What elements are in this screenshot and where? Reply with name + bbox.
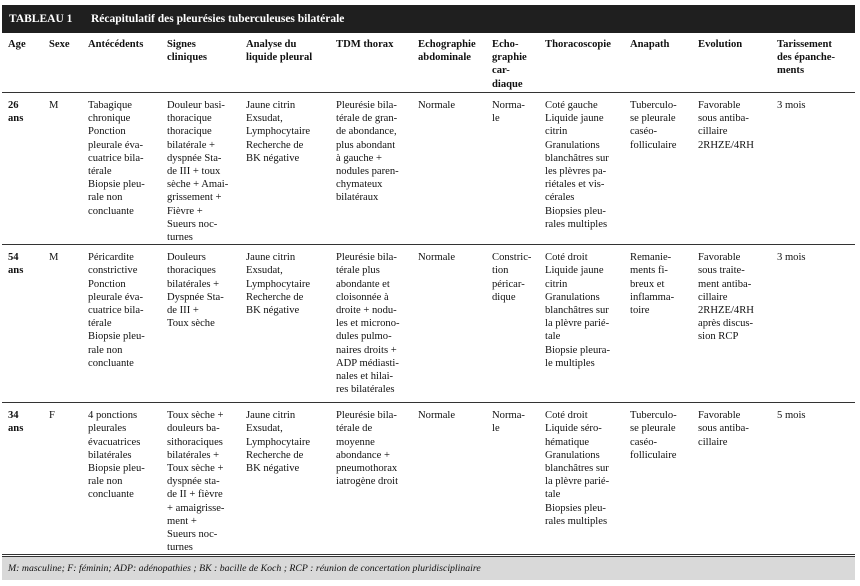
cell-line: Toux sèche +	[167, 463, 224, 475]
cell-line: breux et	[630, 278, 665, 290]
cell-line: Fièvre +	[167, 205, 203, 217]
cell-line: Tuberculo-	[630, 100, 677, 111]
cell-line: concluante	[88, 357, 134, 369]
table-footnote: M: masculine; F: féminin; ADP: adénopathies ; BK : bacille de Koch ; RCP : réunion de concertation pluridisciplinaire	[2, 556, 855, 580]
cell-evolution	[692, 245, 771, 403]
cell-line: cloisonnée à	[336, 291, 389, 303]
cell-line: nales et hilai-	[336, 371, 394, 383]
column-header	[240, 33, 330, 93]
cell-line: se pleurale	[630, 423, 676, 435]
cell-line: Normale	[418, 100, 456, 111]
table-title-bar	[2, 5, 855, 33]
cell-line: Péricardite	[88, 252, 134, 264]
cell-line: BK négative	[246, 152, 300, 164]
cell-line: Favorable	[698, 252, 741, 264]
column-header-line: Thoracoscopie	[545, 39, 611, 50]
cell-thoracoscopie	[539, 93, 624, 245]
cell-line: Biopsies pleu-	[545, 502, 606, 514]
cell-line: concluante	[88, 205, 134, 217]
cell-line: thoraciques	[167, 265, 216, 277]
cell-line: les plèvres pa-	[545, 166, 607, 178]
cell-line: pleurales	[88, 423, 127, 435]
cell-line: dyspnée sta-	[167, 476, 220, 488]
cell-line: Constric-	[492, 252, 532, 264]
cell-line: 34	[8, 410, 19, 422]
cell-line: Liquide jaune	[545, 113, 604, 125]
column-header-line: abdominale	[418, 52, 471, 64]
recap-table	[2, 33, 855, 555]
cell-anapath	[624, 93, 692, 245]
cell-line: Norma-	[492, 100, 525, 111]
cell-line: la plèvre parié-	[545, 318, 610, 330]
cell-analyse-liquide	[240, 245, 330, 403]
cell-line: Pleurésie bila-	[336, 100, 397, 111]
column-header-line: graphie	[492, 52, 527, 64]
cell-line: tion	[492, 265, 509, 277]
column-header-line: Tarissement	[777, 39, 832, 50]
cell-line: Toux sèche +	[167, 410, 224, 422]
cell-line: abondance +	[336, 449, 390, 461]
cell-tdm-thorax	[330, 403, 412, 555]
cell-line: Lymphocytaire	[246, 126, 311, 138]
column-header	[624, 33, 692, 93]
cell-line: térale plus	[336, 265, 380, 277]
cell-line: dyspnée Sta-	[167, 152, 222, 164]
cell-evolution	[692, 93, 771, 245]
table-row	[2, 403, 855, 555]
cell-line: 3 mois	[777, 252, 806, 264]
cell-line: concluante	[88, 489, 134, 501]
cell-line: se pleurale	[630, 113, 676, 125]
cell-line: Exsudat,	[246, 423, 283, 435]
cell-line: ans	[8, 113, 24, 125]
cell-line: grissement +	[167, 192, 222, 204]
cell-line: bilatérales	[88, 449, 132, 461]
cell-line: hématique	[545, 436, 590, 448]
cell-line: Pleurésie bila-	[336, 410, 397, 422]
cell-line: Jaune citrin	[246, 100, 296, 111]
cell-line: évacuatrices	[88, 436, 141, 448]
cell-line: bilatéraux	[336, 192, 379, 204]
table-row	[2, 93, 855, 245]
column-header	[692, 33, 771, 93]
cell-line: Lymphocytaire	[246, 436, 311, 448]
cell-line: thoracique	[167, 126, 212, 138]
column-header	[539, 33, 624, 93]
cell-line: Remanie-	[630, 252, 672, 264]
cell-line: naires droits +	[336, 344, 397, 356]
column-header	[412, 33, 486, 93]
cell-line: dules pulmo-	[336, 331, 392, 343]
cell-signes-cliniques	[161, 93, 240, 245]
cell-line: turnes	[167, 232, 193, 244]
column-header-line: diaque	[492, 78, 523, 90]
cell-line: Biopsie pleu-	[88, 463, 145, 475]
column-header-line: Sexe	[49, 39, 70, 50]
cell-sexe	[43, 245, 82, 403]
cell-line: nodules paren-	[336, 166, 399, 178]
column-header	[330, 33, 412, 93]
cell-line: abondante et	[336, 278, 390, 290]
column-header	[2, 33, 43, 93]
cell-line: Tabagique	[88, 100, 132, 111]
cell-line: de III +	[167, 305, 199, 317]
cell-line: Granulations	[545, 291, 600, 303]
cell-line: ans	[8, 423, 24, 435]
cell-line: Biopsie pleu-	[88, 179, 145, 191]
cell-line: Favorable	[698, 100, 741, 111]
cell-line: tale	[545, 331, 561, 343]
cell-line: bilatérale +	[167, 139, 216, 151]
table-label: TABLEAU 1	[9, 13, 73, 25]
cell-line: citrin	[545, 126, 568, 138]
cell-line: rales multiples	[545, 515, 608, 527]
table-header-row	[2, 33, 855, 93]
cell-line: 2RHZE/4RH	[698, 139, 754, 151]
cell-line: à gauche +	[336, 152, 382, 164]
cell-line: Douleur basi-	[167, 100, 225, 111]
cell-line: de III + toux	[167, 166, 221, 178]
cell-line: Jaune citrin	[246, 252, 296, 264]
cell-age	[2, 403, 43, 555]
column-header-line: cliniques	[167, 52, 208, 64]
column-header-line: liquide pleural	[246, 52, 313, 64]
cell-line: Sueurs noc-	[167, 218, 218, 230]
table-document	[2, 0, 858, 586]
cell-line: ment antiba-	[698, 278, 752, 290]
cell-line: Recherche de	[246, 291, 304, 303]
cell-line: M	[49, 100, 59, 111]
table-title: Récapitulatif des pleurésies tuberculeuses bilatérale	[91, 13, 345, 25]
cell-echo-cardiaque	[486, 403, 539, 555]
cell-echo-cardiaque	[486, 93, 539, 245]
cell-line: ans	[8, 265, 24, 277]
cell-line: inflamma-	[630, 291, 675, 303]
column-header-line: Antécédents	[88, 39, 144, 50]
column-header-line: Echographie	[418, 39, 476, 50]
cell-line: le multiples	[545, 357, 595, 369]
column-header-line: Age	[8, 39, 26, 50]
cell-line: sous traite-	[698, 265, 745, 277]
cell-line: constrictive	[88, 265, 138, 277]
cell-line: Tuberculo-	[630, 410, 677, 422]
cell-line: moyenne	[336, 436, 375, 448]
cell-line: cillaire	[698, 291, 728, 303]
cell-line: le	[492, 423, 500, 435]
cell-echo-cardiaque	[486, 245, 539, 403]
cell-line: Toux sèche	[167, 318, 215, 330]
cell-line: pleurale éva-	[88, 291, 143, 303]
cell-line: 3 mois	[777, 100, 806, 111]
cell-line: cérales	[545, 192, 575, 204]
cell-line: ADP médiasti-	[336, 357, 399, 369]
cell-line: rale non	[88, 192, 123, 204]
cell-line: térale	[88, 166, 112, 178]
cell-line: cuatrice bila-	[88, 152, 144, 164]
cell-line: 54	[8, 252, 19, 264]
cell-anapath	[624, 403, 692, 555]
column-header	[161, 33, 240, 93]
cell-line: M	[49, 252, 59, 264]
cell-line: Granulations	[545, 449, 600, 461]
cell-line: Recherche de	[246, 449, 304, 461]
cell-age	[2, 245, 43, 403]
table-row	[2, 245, 855, 403]
cell-line: sous antiba-	[698, 113, 749, 125]
column-header-line: car-	[492, 65, 510, 77]
cell-line: Jaune citrin	[246, 410, 296, 422]
cell-line: sithoraciques	[167, 436, 223, 448]
cell-line: 5 mois	[777, 410, 806, 422]
cell-line: douleurs ba-	[167, 423, 220, 435]
cell-line: blanchâtres sur	[545, 152, 609, 164]
cell-echo-abdominale	[412, 403, 486, 555]
cell-tdm-thorax	[330, 93, 412, 245]
cell-line: rales multiples	[545, 218, 608, 230]
cell-analyse-liquide	[240, 403, 330, 555]
cell-line: Favorable	[698, 410, 741, 422]
column-header-line: ments	[777, 65, 805, 77]
cell-line: Exsudat,	[246, 265, 283, 277]
cell-thoracoscopie	[539, 403, 624, 555]
cell-line: caséo-	[630, 436, 658, 448]
cell-line: dique	[492, 291, 516, 303]
column-header-line: Evolution	[698, 39, 743, 50]
cell-line: chronique	[88, 113, 131, 125]
cell-line: tale	[545, 489, 561, 501]
cell-line: Liquide jaune	[545, 265, 604, 277]
cell-line: cillaire	[698, 126, 728, 138]
cell-line: toire	[630, 305, 650, 317]
column-header	[43, 33, 82, 93]
cell-line: 4 ponctions	[88, 410, 138, 422]
cell-line: sèche + Amai-	[167, 179, 229, 191]
cell-line: Sueurs noc-	[167, 529, 218, 541]
cell-line: cuatrice bila-	[88, 305, 144, 317]
cell-line: Pleurésie bila-	[336, 252, 397, 264]
column-header	[771, 33, 855, 93]
cell-line: citrin	[545, 278, 568, 290]
cell-echo-abdominale	[412, 245, 486, 403]
cell-line: ment +	[167, 515, 197, 527]
cell-line: thoracique	[167, 113, 212, 125]
cell-line: Dyspnée Sta-	[167, 291, 224, 303]
cell-line: de II + fièvre	[167, 489, 223, 501]
cell-line: pneumothorax	[336, 463, 398, 475]
cell-anapath	[624, 245, 692, 403]
cell-signes-cliniques	[161, 403, 240, 555]
cell-line: chymateux	[336, 179, 383, 191]
cell-line: 2RHZE/4RH	[698, 305, 754, 317]
cell-line: ments fi-	[630, 265, 668, 277]
cell-line: la plèvre parié-	[545, 476, 610, 488]
cell-line: blanchâtres sur	[545, 305, 609, 317]
cell-line: caséo-	[630, 126, 658, 138]
cell-line: folliculaire	[630, 449, 677, 461]
cell-line: térale de	[336, 423, 373, 435]
cell-line: droite + nodu-	[336, 305, 397, 317]
cell-line: Recherche de	[246, 139, 304, 151]
column-header-line: Echo-	[492, 39, 519, 50]
cell-line: rale non	[88, 476, 123, 488]
cell-line: les et microno-	[336, 318, 400, 330]
cell-line: bilatérales +	[167, 449, 220, 461]
cell-line: rale non	[88, 344, 123, 356]
cell-thoracoscopie	[539, 245, 624, 403]
cell-tarissement	[771, 403, 855, 555]
cell-line: cillaire	[698, 436, 728, 448]
cell-line: Biopsie pleura-	[545, 344, 611, 356]
column-header-line: des épanche-	[777, 52, 835, 64]
cell-line: Coté droit	[545, 410, 588, 422]
cell-line: Ponction	[88, 126, 126, 138]
cell-line: sion RCP	[698, 331, 739, 343]
cell-tarissement	[771, 245, 855, 403]
cell-line: sous antiba-	[698, 423, 749, 435]
cell-line: Normale	[418, 410, 456, 422]
cell-line: Norma-	[492, 410, 525, 422]
cell-antecedents	[82, 93, 161, 245]
cell-line: Ponction	[88, 278, 126, 290]
cell-line: Coté droit	[545, 252, 588, 264]
cell-line: péricar-	[492, 278, 525, 290]
cell-line: Granulations	[545, 139, 600, 151]
cell-line: blanchâtres sur	[545, 463, 609, 475]
cell-antecedents	[82, 403, 161, 555]
column-header-line: Analyse du	[246, 39, 297, 50]
cell-line: BK négative	[246, 305, 300, 317]
cell-line: après discus-	[698, 318, 754, 330]
column-header-line: Anapath	[630, 39, 670, 50]
cell-line: pleurale éva-	[88, 139, 143, 151]
cell-age	[2, 93, 43, 245]
column-header	[82, 33, 161, 93]
cell-line: BK négative	[246, 463, 300, 475]
cell-line: res bilatérales	[336, 384, 395, 396]
cell-line: turnes	[167, 542, 193, 554]
column-header	[486, 33, 539, 93]
cell-line: + amaigrisse-	[167, 502, 225, 514]
cell-signes-cliniques	[161, 245, 240, 403]
cell-line: bilatérales +	[167, 278, 220, 290]
cell-line: Biopsie pleu-	[88, 331, 145, 343]
cell-line: Liquide séro-	[545, 423, 602, 435]
cell-sexe	[43, 93, 82, 245]
cell-sexe	[43, 403, 82, 555]
cell-tarissement	[771, 93, 855, 245]
column-header-line: Signes	[167, 39, 196, 50]
cell-line: Lymphocytaire	[246, 278, 311, 290]
cell-line: Normale	[418, 252, 456, 264]
cell-line: F	[49, 410, 55, 422]
cell-line: térale de gran-	[336, 113, 398, 125]
column-header-line: TDM thorax	[336, 39, 394, 50]
cell-line: riétales et vis-	[545, 179, 605, 191]
cell-tdm-thorax	[330, 245, 412, 403]
cell-evolution	[692, 403, 771, 555]
cell-line: Douleurs	[167, 252, 206, 264]
cell-analyse-liquide	[240, 93, 330, 245]
cell-antecedents	[82, 245, 161, 403]
cell-line: plus abondant	[336, 139, 396, 151]
cell-line: iatrogène droit	[336, 476, 399, 488]
cell-line: folliculaire	[630, 139, 677, 151]
cell-echo-abdominale	[412, 93, 486, 245]
cell-line: Biopsies pleu-	[545, 205, 606, 217]
cell-line: 26	[8, 100, 19, 111]
cell-line: le	[492, 113, 500, 125]
cell-line: Exsudat,	[246, 113, 283, 125]
cell-line: de abondance,	[336, 126, 397, 138]
cell-line: Coté gauche	[545, 100, 598, 111]
cell-line: térale	[88, 318, 112, 330]
